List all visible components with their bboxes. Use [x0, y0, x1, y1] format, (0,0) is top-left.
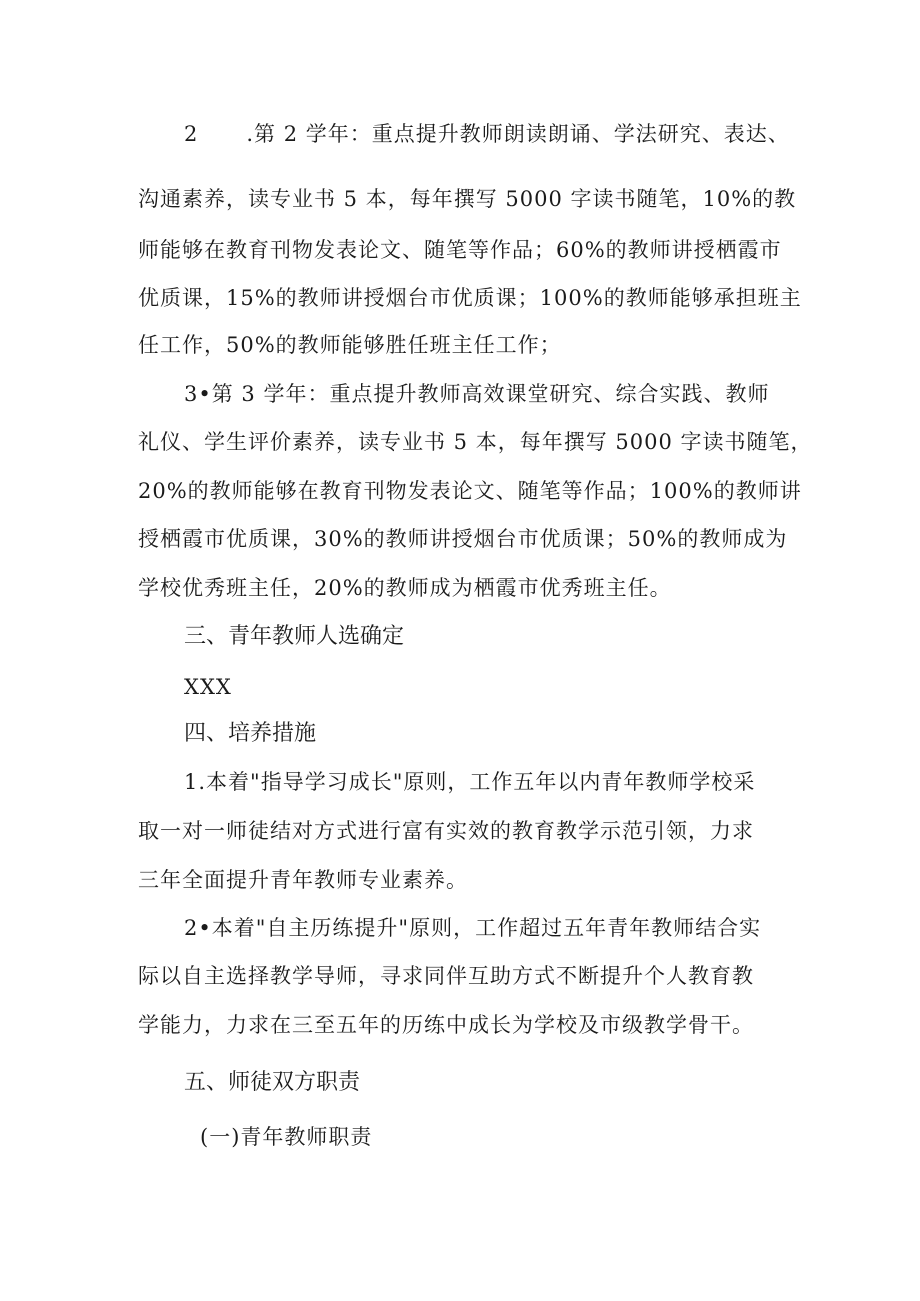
item-2-number: 2	[184, 122, 199, 146]
item-2-text: .第 2 学年：重点提升教师朗读朗诵、学法研究、表达、	[246, 122, 790, 146]
paragraph-line: 授栖霞市优质课，30%的教师讲授烟台市优质课；50%的教师成为	[138, 527, 788, 551]
section-3-body: XXX	[184, 675, 232, 699]
section-5-subheading: (一)青年教师职责	[200, 1125, 373, 1149]
paragraph-line: 学校优秀班主任，20%的教师成为栖霞市优秀班主任。	[138, 576, 672, 600]
paragraph-line: 优质课，15%的教师讲授烟台市优质课；100%的教师能够承担班主	[138, 286, 802, 310]
section-5-heading: 五、师徒双方职责	[184, 1070, 361, 1095]
paragraph-line: 沟通素养，读专业书 5 本，每年撰写 5000 字读书随笔，10%的教	[138, 187, 797, 211]
paragraph-line: 20%的教师能够在教育刊物发表论文、随笔等作品；100%的教师讲	[138, 479, 802, 503]
measure-1-first-line: 1.本着"指导学习成长"原则，工作五年以内青年教师学校采	[184, 770, 756, 794]
paragraph-line: 学能力，力求在三至五年的历练中成长为学校及市级教学骨干。	[138, 1013, 754, 1037]
section-3-heading: 三、青年教师人选确定	[184, 624, 405, 649]
paragraph-line: 取一对一师徒结对方式进行富有实效的教育教学示范引领，力求	[138, 819, 754, 843]
section-4-heading: 四、培养措施	[184, 721, 317, 746]
paragraph-line: 际以自主选择教学导师，寻求同伴互助方式不断提升个人教育教	[138, 964, 754, 988]
paragraph-line: 任工作，50%的教师能够胜任班主任工作；	[138, 333, 562, 357]
paragraph-line: 三年全面提升青年教师专业素养。	[138, 868, 468, 892]
paragraph-line: 师能够在教育刊物发表论文、随笔等作品；60%的教师讲授栖霞市	[138, 238, 782, 262]
item-2-first-line	[184, 116, 824, 152]
paragraph-line: 礼仪、学生评价素养，读专业书 5 本，每年撰写 5000 字读书随笔，	[138, 430, 813, 454]
measure-2-first-line: 2•本着"自主历练提升"原则，工作超过五年青年教师结合实	[184, 916, 762, 940]
item-3-first-line: 3•第 3 学年：重点提升教师高效课堂研究、综合实践、教师	[184, 382, 770, 406]
